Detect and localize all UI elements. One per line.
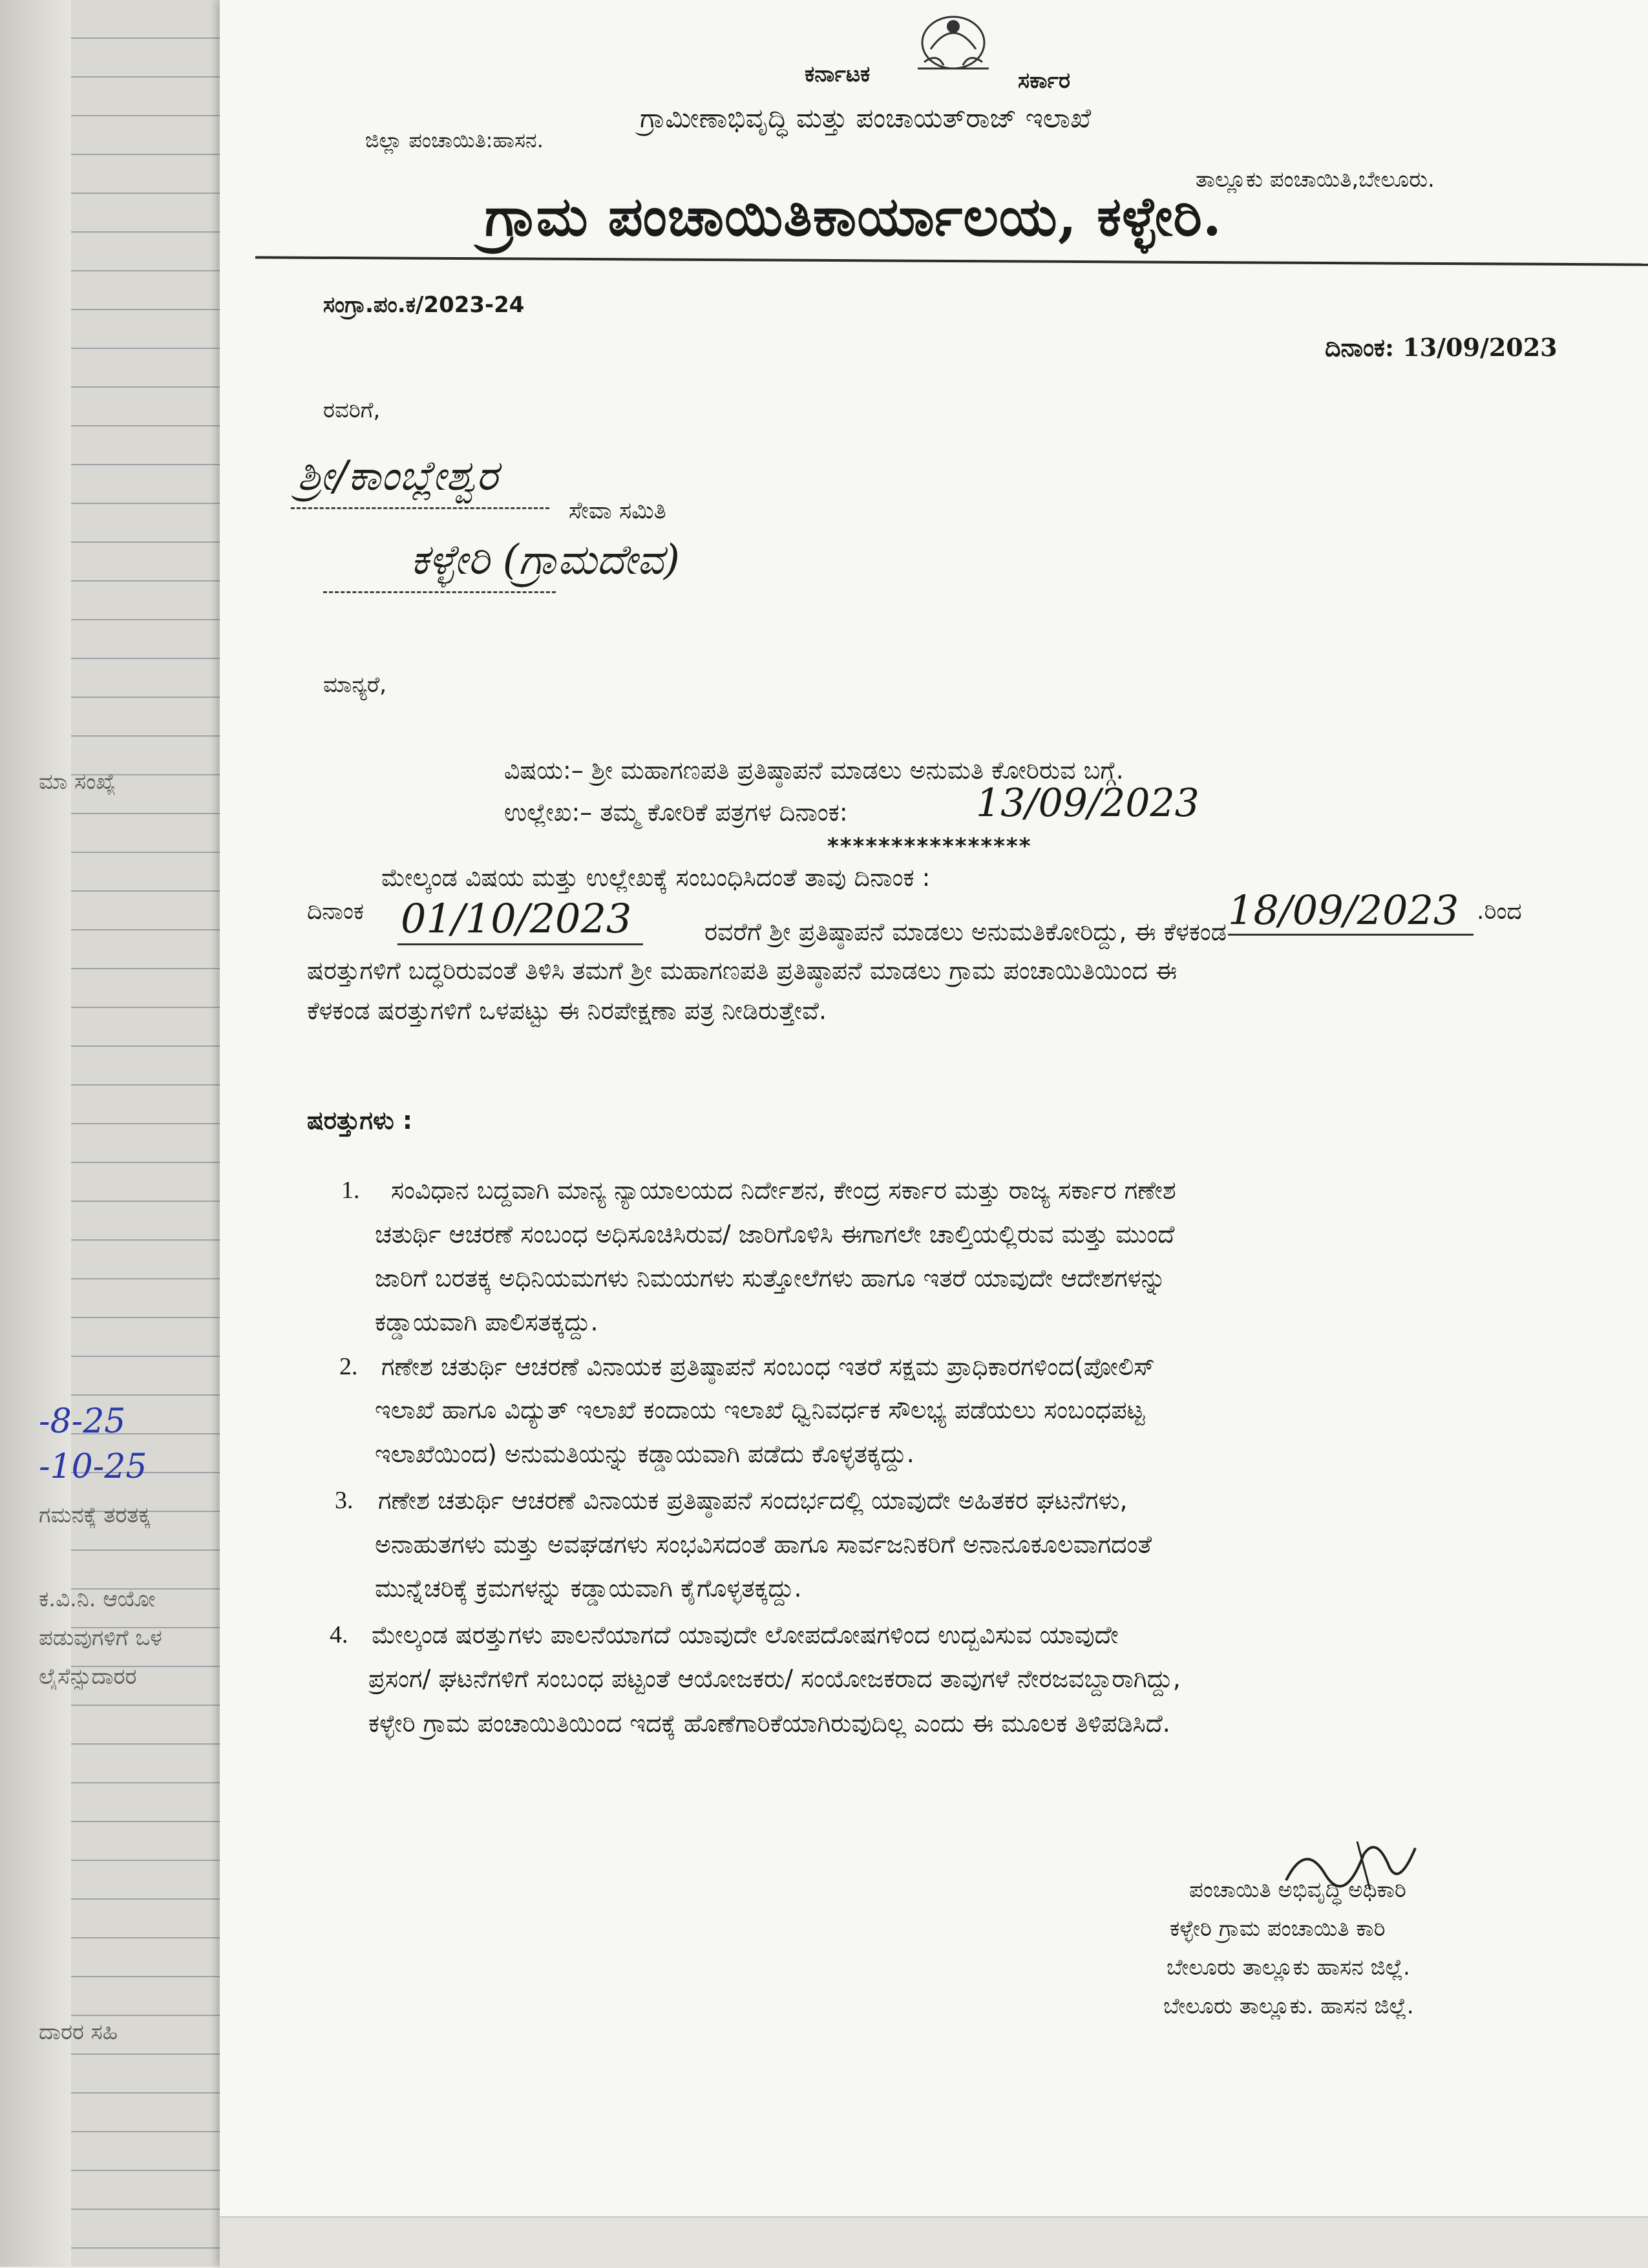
- condition-line: ಮೇಲ್ಕಂಡ ಷರತ್ತುಗಳು ಪಾಲನೆಯಾಗದೆ ಯಾವುದೇ ಲೋಪದೋಷಗಳಿಂದ ಉದ್ಬವಿಸುವ ಯಾವುದೇ: [372, 1621, 1119, 1649]
- condition-line: ಪ್ರಸಂಗ/ ಘಟನೆಗಳಿಗೆ ಸಂಬಂಧ ಪಟ್ಟಂತೆ ಆಯೋಜಕರು/ ಸಂಯೋಜಕರಾದ ತಾವುಗಳೆ ನೇರಜವಬ್ದಾರಾಗಿದ್ದು,: [368, 1664, 1181, 1693]
- department-name: ಗ್ರಾಮೀಣಾಭಿವೃದ್ಧಿ ಮತ್ತು ಪಂಚಾಯತ್‌ರಾಜ್ ಇಲಾಖೆ: [640, 102, 1092, 134]
- paragraph-line-2: ರವರೆಗೆ ಶ್ರೀ ಪ್ರತಿಷ್ಠಾಪನೆ ಮಾಡಲು ಅನುಮತಿಕೋರಿದ್ದು, ಈ ಕೆಳಕಂಡ: [704, 918, 1227, 946]
- signatory-address: ಬೇಲೂರು ತಾಲ್ಲೂಕು. ಹಾಸನ ಜಿಲ್ಲೆ.: [1163, 1993, 1414, 2019]
- date-label: ದಿನಾಂಕ:: [1325, 333, 1395, 362]
- paragraph-line-3: ಷರತ್ತುಗಳಿಗೆ ಬದ್ಧರಿರುವಂತೆ ತಿಳಿಸಿ ತಮಗೆ ಶ್ರೀ ಮಹಾಗಣಪತಿ ಪ್ರತಿಷ್ಠಾಪನೆ ಮಾಡಲು ಗ್ರಾಮ ಪಂಚಾಯಿತಿಯಿಂದ ಈ: [307, 956, 1178, 985]
- subject-line: ವಿಷಯ:– ಶ್ರೀ ಮಹಾಗಣಪತಿ ಪ್ರತಿಷ್ಠಾಪನೆ ಮಾಡಲು ಅನುಮತಿ ಕೋರಿರುವ ಬಗ್ಗೆ.: [504, 756, 1124, 784]
- register-handwritten-date: -8-25: [39, 1402, 126, 1441]
- signatory-designation: ಪಂಚಾಯಿತಿ ಅಭಿವೃದ್ಧಿ ಅಧಿಕಾರಿ: [1189, 1877, 1406, 1903]
- condition-line: ಸಂವಿಧಾನ ಬದ್ದವಾಗಿ ಮಾನ್ಯ ನ್ಯಾಯಾಲಯದ ನಿರ್ದೇಶನ, ಕೇಂದ್ರ ಸರ್ಕಾರ ಮತ್ತು ರಾಜ್ಯ ಸರ್ಕಾರ ಗಣೇಶ: [391, 1176, 1176, 1204]
- reference-line: ಉಲ್ಲೇಖ:– ತಮ್ಮ ಕೋರಿಕೆ ಪತ್ರಗಳ ದಿನಾಂಕ:: [504, 798, 848, 826]
- handwritten-to-date: 01/10/2023: [401, 895, 632, 942]
- condition-number: 3.: [335, 1487, 354, 1514]
- page-bottom-edge: [220, 2216, 1648, 2268]
- register-fragment: ಕ.ವಿ.ನಿ. ಆಯೋ: [39, 1586, 156, 1612]
- handwritten-from-date: 18/09/2023: [1228, 887, 1459, 934]
- signatory-panchayat: ಕಳ್ಳೇರಿ ಗ್ರಾಮ ಪಂಚಾಯಿತಿ ಕಾರಿ: [1170, 1916, 1386, 1942]
- recipient-handwritten-name: ಶ್ರೀ/ಕಾಂಬ್ಲೇಶ್ವರ: [297, 452, 498, 500]
- reference-handwritten-date: 13/09/2023: [976, 781, 1199, 826]
- addressee-label: ರವರಿಗೆ,: [323, 397, 381, 423]
- condition-line: ಕಡ್ಡಾಯವಾಗಿ ಪಾಲಿಸತಕ್ಕದ್ದು.: [375, 1308, 598, 1336]
- district-panchayat: ಜಿಲ್ಲಾ ಪಂಚಾಯಿತಿ:ಹಾಸನ.: [365, 128, 544, 152]
- condition-number: 2.: [339, 1353, 358, 1380]
- register-fragment: ದಾರರ ಸಹಿ: [39, 2019, 118, 2045]
- letter-date: [1325, 333, 1558, 362]
- salutation: ಮಾನ್ಯರೆ,: [323, 672, 387, 698]
- recipient-printed-label: ಸೇವಾ ಸಮಿತಿ: [569, 498, 666, 524]
- taluk-panchayat: ತಾಲ್ಲೂಕು ಪಂಚಾಯಿತಿ,ಬೇಲೂರು.: [1196, 167, 1435, 193]
- register-binding: [0, 0, 71, 2267]
- paragraph-line-4: ಕೆಳಕಂಡ ಷರತ್ತುಗಳಿಗೆ ಒಳಪಟ್ಟು ಈ ನಿರಪೇಕ್ಷಣಾ ಪತ್ರ ನೀಡಿರುತ್ತೇವೆ.: [307, 996, 827, 1025]
- signatory-seal-line: ಬೇಲೂರು ತಾಲ್ಲೂಕು ಹಾಸನ ಜಿಲ್ಲೆ.: [1167, 1955, 1410, 1980]
- condition-number: 4.: [330, 1621, 348, 1648]
- letter-page: [220, 0, 1648, 2267]
- reference-number: ಸಂಗ್ರಾ.ಪಂ.ಕ/2023-24: [323, 292, 525, 318]
- paragraph-line-1-end: .ರಿಂದ: [1477, 898, 1522, 925]
- condition-line: ಜಾರಿಗೆ ಬರತಕ್ಕ ಅಧಿನಿಯಮಗಳು ನಿಮಯಗಳು ಸುತ್ತೋಲೆಗಳು ಹಾಗೂ ಇತರೆ ಯಾವುದೇ ಆದೇಶಗಳನ್ನು: [375, 1264, 1166, 1292]
- date-underline: [397, 943, 643, 945]
- condition-line: ಚತುರ್ಥಿ ಆಚರಣೆ ಸಂಬಂಧ ಅಧಿಸೂಚಿಸಿರುವ/ ಜಾರಿಗೊಳಿಸಿ ಈಗಾಗಲೇ ಚಾಲ್ತಿಯಲ್ಲಿರುವ ಮತ್ತು ಮುಂದೆ: [375, 1220, 1175, 1248]
- condition-line: ಮುನ್ನೆಚರಿಕ್ಕೆ ಕ್ರಮಗಳನ್ನು ಕಡ್ಡಾಯವಾಗಿ ಕೈಗೊಳ್ಳತಕ್ಕದ್ದು.: [375, 1574, 802, 1602]
- recipient-line: [323, 591, 556, 593]
- condition-line: ಅನಾಹುತಗಳು ಮತ್ತು ಅವಘಡಗಳು ಸಂಭವಿಸದಂತೆ ಹಾಗೂ ಸಾರ್ವಜನಿಕರಿಗೆ ಅನಾನೂಕೂಲವಾಗದಂತೆ: [375, 1530, 1152, 1559]
- condition-line: ಇಲಾಖೆ ಹಾಗೂ ವಿದ್ಯುತ್ ಇಲಾಖೆ ಕಂದಾಯ ಇಲಾಖೆ ಧ್ವಿನಿವರ್ಧಕ ಸೌಲಭ್ಯ ಪಡೆಯಲು ಸಂಬಂಧಪಟ್ಟ: [375, 1396, 1145, 1424]
- state-emblem-icon: [905, 4, 1002, 81]
- conditions-heading: ಷರತ್ತುಗಳು :: [307, 1106, 413, 1135]
- date-underline: [1228, 934, 1474, 936]
- header-divider: [255, 256, 1648, 266]
- register-handwritten-date: -10-25: [39, 1447, 147, 1486]
- government-label-left: ಕರ್ನಾಟಕ: [805, 61, 871, 87]
- condition-line: ಕಳ್ಳೇರಿ ಗ್ರಾಮ ಪಂಚಾಯಿತಿಯಿಂದ ಇದಕ್ಕೆ ಹೊಣೆಗಾರಿಕೆಯಾಗಿರುವುದಿಲ್ಲ ಎಂದು ಈ ಮೂಲಕ ತಿಳಿಪಡಿಸಿದೆ.: [368, 1709, 1170, 1738]
- government-label-right: ಸರ್ಕಾರ: [1018, 68, 1070, 94]
- office-title: ಗ್ರಾಮ ಪಂಚಾಯಿತಿಕಾರ್ಯಾಲಯ, ಕಳ್ಳೇರಿ.: [485, 184, 1223, 248]
- recipient-handwritten-place: ಕಳ್ಳೇರಿ (ಗ್ರಾಮದೇವ): [410, 536, 680, 584]
- paragraph-date-label: ದಿನಾಂಕ: [307, 898, 364, 925]
- register-fragment: ಗಮನಕ್ಕೆ ತರತಕ್ಕ: [39, 1502, 151, 1528]
- condition-line: ಗಣೇಶ ಚತುರ್ಥಿ ಆಚರಣೆ ವಿನಾಯಕ ಪ್ರತಿಷ್ಠಾಪನೆ ಸಂಬಂಧ ಇತರೆ ಸಕ್ಷಮ ಪ್ರಾಧಿಕಾರಗಳಿಂದ(ಪೋಲಿಸ್: [381, 1352, 1155, 1381]
- date-value: 13/09/2023: [1402, 333, 1558, 362]
- underlying-register-sheet: [0, 0, 234, 2267]
- register-fragment: ಪಡುವುಗಳಿಗೆ ಒಳ: [39, 1625, 162, 1651]
- recipient-line: [291, 507, 549, 509]
- condition-line: ಇಲಾಖೆಯಿಂದ) ಅನುಮತಿಯನ್ನು ಕಡ್ಡಾಯವಾಗಿ ಪಡೆದು ಕೊಳ್ಳತಕ್ಕದ್ದು.: [375, 1440, 914, 1468]
- condition-number: 1.: [341, 1177, 360, 1204]
- register-fragment: ಲೈಸೆನ್ಸುದಾರರ: [39, 1664, 137, 1690]
- paragraph-line-1: ಮೇಲ್ಕಂಡ ವಿಷಯ ಮತ್ತು ಉಲ್ಲೇಖಕ್ಕೆ ಸಂಬಂಧಿಸಿದಂತೆ ತಾವು ದಿನಾಂಕ :: [381, 863, 931, 892]
- register-fragment: ಮಾ ಸಂಖ್ಯೆ: [39, 769, 116, 795]
- separator-stars: ****************: [827, 834, 1032, 859]
- condition-line: ಗಣೇಶ ಚತುರ್ಥಿ ಆಚರಣೆ ವಿನಾಯಕ ಪ್ರತಿಷ್ಠಾಪನೆ ಸಂದರ್ಭದಲ್ಲಿ ಯಾವುದೇ ಅಹಿತಕರ ಘಟನೆಗಳು,: [378, 1486, 1128, 1515]
